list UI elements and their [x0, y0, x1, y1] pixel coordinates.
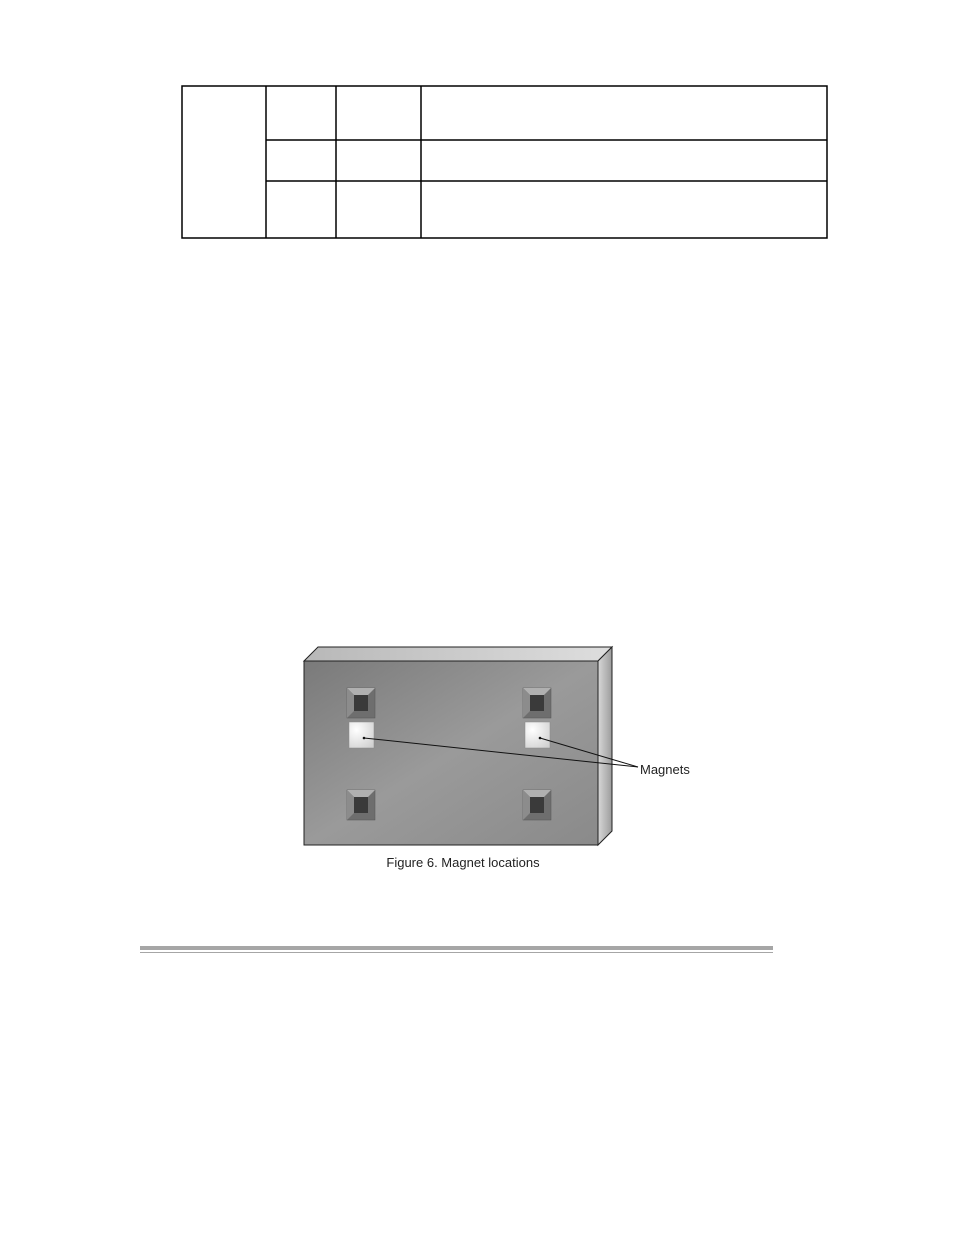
figure-caption: Figure 6. Magnet locations	[386, 855, 540, 870]
magnet-left	[349, 722, 374, 748]
mount-bottom-right	[523, 790, 551, 820]
leader-dot-left	[363, 737, 366, 740]
magnets-callout-label: Magnets	[640, 762, 690, 777]
panel-side-edge	[598, 647, 612, 845]
table-outer-border	[182, 86, 827, 238]
mount-top-right	[523, 688, 551, 718]
section-rule-thick	[140, 946, 773, 950]
magnet-right	[525, 722, 550, 748]
mount-bottom-left	[347, 790, 375, 820]
panel-top-edge	[304, 647, 612, 661]
magnet-panel-illustration	[300, 642, 720, 852]
section-rule-thin	[140, 952, 773, 953]
leader-dot-right	[539, 737, 542, 740]
mount-top-left	[347, 688, 375, 718]
